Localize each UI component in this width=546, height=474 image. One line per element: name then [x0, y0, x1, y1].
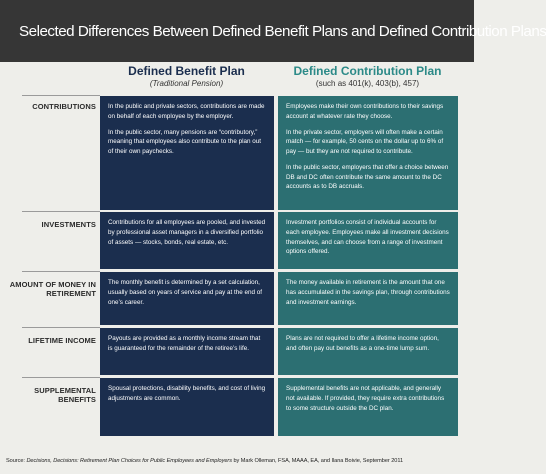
- dc-cell-lifetime-income: [278, 328, 458, 375]
- row-label-supplemental-benefits: SUPPLEMENTAL BENEFITS: [34, 386, 96, 405]
- dc-column-title: Defined Contribution Plan: [293, 64, 442, 78]
- dc-cell-investments: [278, 212, 458, 269]
- db-lifetime-text: Payouts are provided as a monthly income stream that is guaranteed for the remainder of the retiree’s life.: [108, 335, 261, 352]
- dc-column-subtitle: (such as 401(k), 403(b), 457): [315, 79, 420, 88]
- row-divider: [22, 271, 100, 272]
- dc-lifetime-text: Plans are not required to offer a lifetime income option, and often pay out benefits as a one-time lump sum.: [286, 335, 439, 352]
- dc-amount-text: The money available in retirement is the amount that one has accumulated in the savings plan, through contributions and investment earnings.: [286, 279, 450, 306]
- dc-column-header: [280, 64, 455, 94]
- dc-contributions-text-3: In the public sector, employers that offer a choice between DB and DC often contribute the same amount to the DC accounts as to DB accruals.: [286, 163, 449, 191]
- page-title: Selected Differences Between Defined Benefit Plans and Defined Contribution Plans: [19, 22, 546, 40]
- db-cell-amount-of-money: [100, 272, 274, 325]
- db-column-subtitle: (Traditional Pension): [149, 79, 224, 88]
- dc-cell-amount-of-money: [278, 272, 458, 325]
- row-divider: [22, 377, 100, 378]
- db-investments-text: Contributions for all employees are pooled, and invested by professional asset managers in a diversified portfolio of assets — stocks, bonds, real estate, etc.: [108, 219, 266, 246]
- db-cell-contributions: [100, 96, 274, 210]
- dc-supplemental-text: Supplemental benefits are not applicable, and generally not available. If provided, they require extra contributions to some structure outside the DC plan.: [286, 385, 445, 412]
- db-cell-lifetime-income: [100, 328, 274, 375]
- db-amount-text: The monthly benefit is determined by a set calculation, usually based on years of service and pay at the end of one’s career.: [108, 279, 263, 306]
- row-divider: [22, 211, 100, 212]
- source-title: Decisions, Decisions: Retirement Plan Choices for Public Employees and Employers: [26, 458, 232, 464]
- row-divider: [22, 327, 100, 328]
- dc-contributions-text-1: Employees make their own contributions to their savings account at whatever rate they choose.: [286, 103, 444, 120]
- db-column-title: Defined Benefit Plan: [128, 64, 245, 78]
- db-cell-supplemental-benefits: [100, 378, 274, 436]
- dc-contributions-text-2: In the private sector, employers will often make a certain match — for example, 50 cents on the dollar up to 6% of pay — but they are not required to contribute.: [286, 128, 444, 155]
- db-column-header: [100, 64, 273, 94]
- row-label-amount-of-money: AMOUNT OF MONEY IN RETIREMENT: [9, 280, 96, 299]
- row-divider: [22, 95, 100, 96]
- dc-cell-supplemental-benefits: [278, 378, 458, 436]
- source-citation: [6, 458, 468, 464]
- row-label-contributions: CONTRIBUTIONS: [32, 102, 96, 111]
- db-supplemental-text: Spousal protections, disability benefits, and cost of living adjustments are common.: [108, 385, 266, 402]
- db-contributions-text-1: In the public and private sectors, contributions are made on behalf of each employee by the employer.: [108, 103, 265, 120]
- source-suffix: by Mark Olleman, FSA, MAAA, EA, and Ilana Boivie, September 2011: [231, 458, 404, 464]
- row-label-lifetime-income: LIFETIME INCOME: [28, 336, 96, 345]
- title-bar: [0, 0, 546, 62]
- source-prefix: Source:: [6, 458, 27, 464]
- db-cell-investments: [100, 212, 274, 269]
- dc-investments-text: Investment portfolios consist of individual accounts for each employee. Employees make all investment decisions themselves, and can choose from a range of investment options offered.: [286, 219, 449, 256]
- db-contributions-text-2: In the public sector, many pensions are “contributory,” meaning that employees also contribute to the plan out of their own paychecks.: [108, 128, 261, 155]
- row-label-investments: INVESTMENTS: [41, 220, 96, 229]
- dc-cell-contributions: [278, 96, 458, 210]
